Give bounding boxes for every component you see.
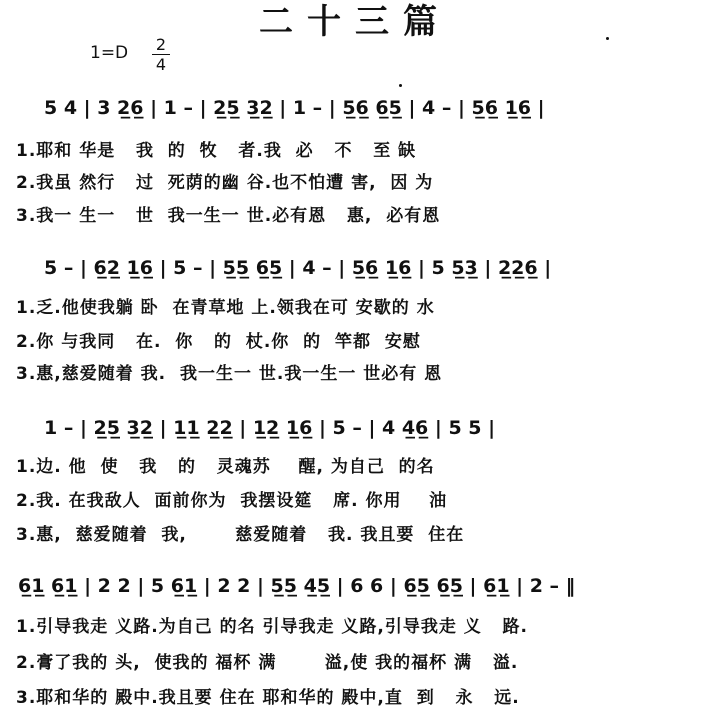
notes-line [0,96,710,126]
notes-line [0,416,710,446]
time-signature [152,36,170,73]
lyric-line: 2.我虽 然行 过 死荫的幽 谷.也不怕遭 害, 因 为 [16,173,434,193]
lyric-line: 2.你 与我同 在. 你 的 杖.你 的 竿都 安慰 [16,332,421,352]
notes-line [0,256,710,286]
lyric-line: 2.膏了我的 头, 使我的 福杯 满 溢,使 我的福杯 满 溢. [16,653,519,673]
lyric-line: 1.引导我走 义路.为自己 的名 引导我走 义路,引导我走 义 路. [16,617,529,637]
lyric-line: 2.我. 在我敌人 面前你为 我摆设筵 席. 你用 油 [16,491,448,511]
scan-speck [399,84,402,87]
lyric-line: 1.乏.他使我躺 卧 在青草地 上.领我在可 安歇的 水 [16,298,435,318]
notes-text: 5 – | 6̲2̲ 1̲6̲ | 5 – | 5̲5̲ 6̲5̲ | 4 – | 5̲6̲ 1̲6̲ | 5 5̲3̲ | 2̲2̲6̲ | [44,257,552,279]
notes-text: 1 – | 2̲5̲ 3̲2̲ | 1̲1̲ 2̲2̲ | 1̲2̲ 1̲6̲ | 5 – | 4 4̲6̲ | 5 5 | [44,417,496,439]
lyric-line: 3.惠,慈爱随着 我. 我一生一 世.我一生一 世必有 恩 [16,364,443,384]
notation-svg [0,416,710,446]
lyric-line: 3.耶和华的 殿中.我且要 住在 耶和华的 殿中,直 到 永 远. [16,688,520,708]
notes-text: 6̲1̲ 6̲1̲ | 2 2 | 5 6̲1̲ | 2 2 | 5̲5̲ 4̲5̲ | 6 6 | 6̲5̲ 6̲5̲ | 6̲1̲ | 2 – ‖ [18,575,576,597]
scan-speck [606,37,609,40]
notation-svg [0,256,710,286]
time-signature-bottom: 4 [155,55,167,74]
key-signature: 1=D [90,43,129,63]
time-signature-top: 2 [155,35,167,54]
notes-text: 5 4 | 3 2̲6̲ | 1 – | 2̲5̲ 3̲2̲ | 1 – | 5̲6̲ 6̲5̲ | 4 – | 5̲6̲ 1̲6̲ | [44,97,545,119]
lyric-line: 1.耶和 华是 我 的 牧 者.我 必 不 至 缺 [16,141,417,161]
page-title: 二十三篇 [259,2,451,42]
notation-svg [0,96,710,126]
lyric-line: 3.惠, 慈爱随着 我, 慈爱随着 我. 我且要 住在 [16,525,465,545]
lyric-line: 1.边. 他 使 我 的 灵魂苏 醒, 为自己 的名 [16,457,435,477]
notes-line [0,574,710,604]
notation-svg [0,574,710,604]
lyric-line: 3.我一 生一 世 我一生一 世.必有恩 惠, 必有恩 [16,206,441,226]
